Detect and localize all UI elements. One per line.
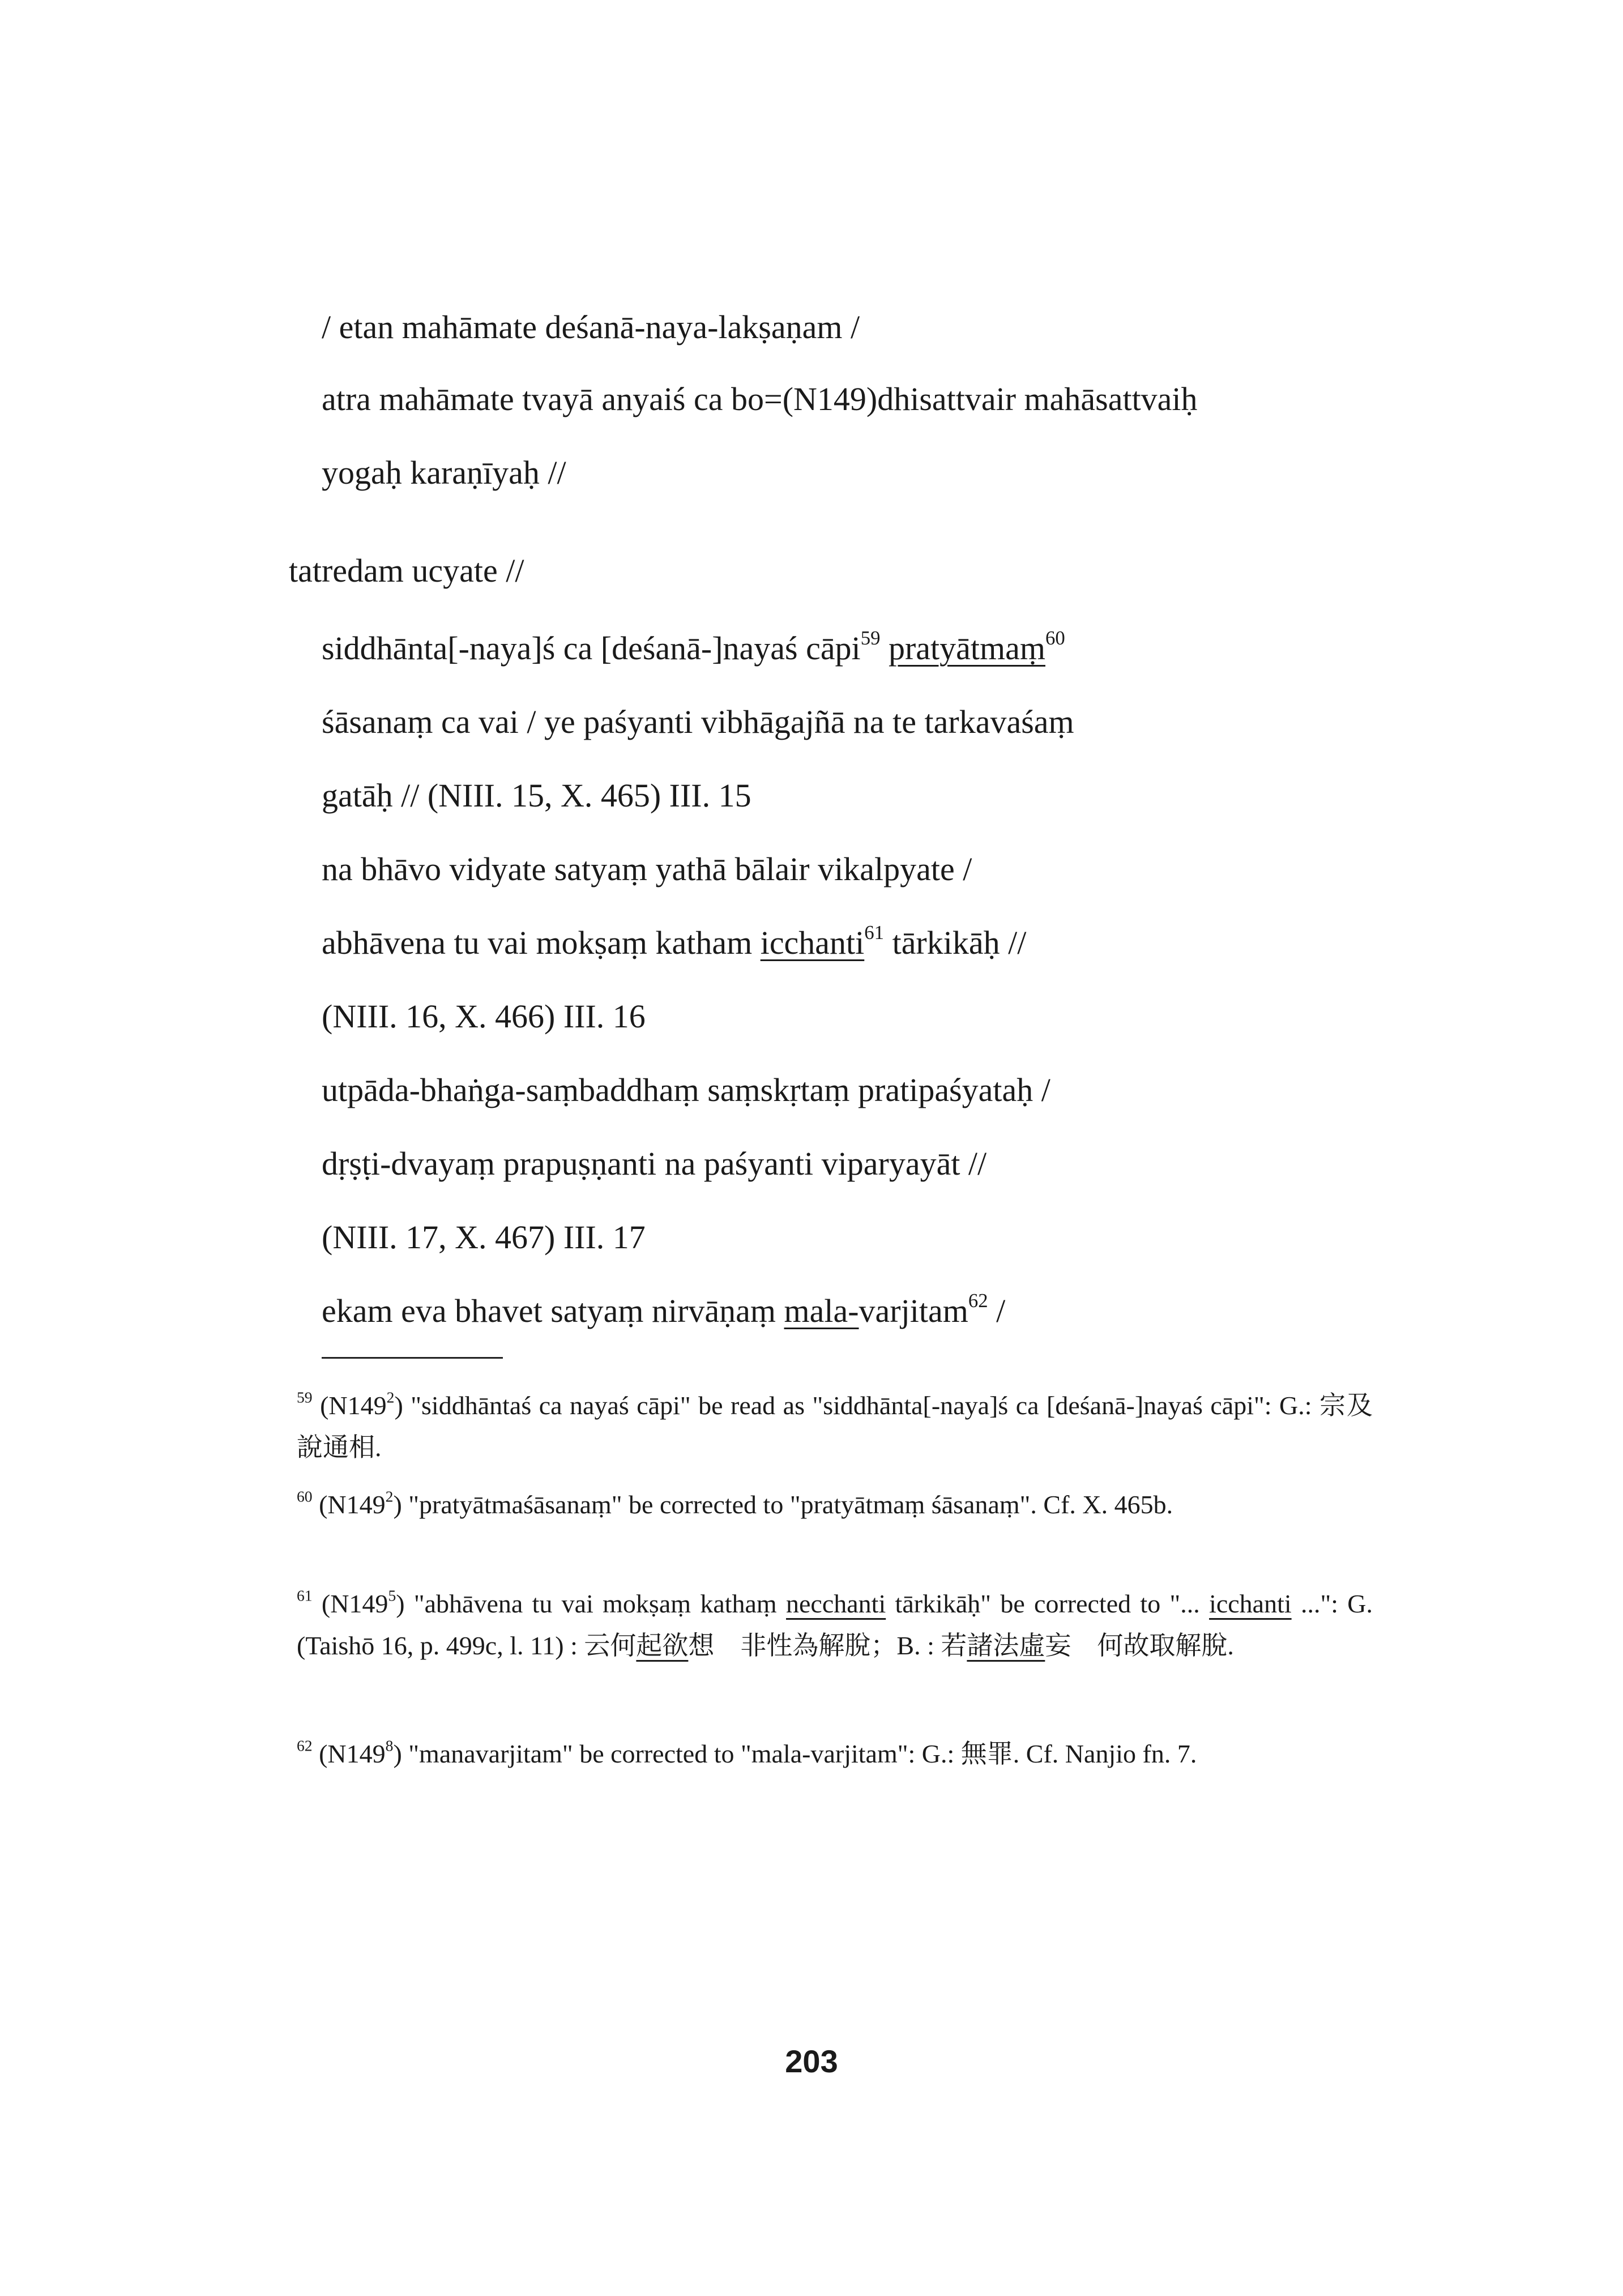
footnote-number: 62 bbox=[297, 1736, 313, 1755]
footnote-text: ) "siddhāntaś ca nayaś cāpi" be read as "siddhānta[-naya]ś ca [deśanā-]nayaś cāpi": G.: 宗及說通相. bbox=[297, 1391, 1373, 1462]
text-line-14 bbox=[322, 1291, 1005, 1331]
underlined-word: 起欲 bbox=[636, 1631, 689, 1660]
footnote-number: 61 bbox=[297, 1586, 313, 1604]
footnote-superscript: 2 bbox=[385, 1487, 394, 1505]
footnote-text: (N149 bbox=[320, 1391, 387, 1420]
text-line-3: yogaḥ karaṇīyaḥ // bbox=[322, 454, 566, 491]
text-line-12: dṛṣṭi-dvayaṃ prapuṣṇanti na paśyanti viparyayāt // bbox=[322, 1145, 987, 1182]
line9-post: tārkikāḥ // bbox=[892, 924, 1027, 961]
footnote-ref-59: 59 bbox=[860, 626, 881, 649]
footnote-59 bbox=[297, 1385, 1373, 1469]
footnote-superscript: 2 bbox=[386, 1388, 395, 1406]
footnote-ref-61: 61 bbox=[864, 921, 885, 944]
line14-post: varjitam bbox=[859, 1292, 968, 1329]
footnote-ref-62: 62 bbox=[968, 1289, 988, 1312]
text-line-9 bbox=[322, 923, 1026, 963]
underlined-word: icchanti bbox=[760, 924, 865, 961]
text-line-13: (NIII. 17, X. 467) III. 17 bbox=[322, 1219, 646, 1256]
footnote-superscript: 5 bbox=[388, 1586, 396, 1604]
underlined-word: 諸法虛 bbox=[967, 1631, 1045, 1660]
footnote-number: 60 bbox=[297, 1487, 313, 1505]
footnote-text: ) "manavarjitam" be corrected to "mala-varjitam": G.: 無罪. Cf. Nanjio fn. 7. bbox=[393, 1739, 1197, 1768]
footnote-text: (N149 bbox=[321, 1589, 388, 1618]
underlined-word: icchanti bbox=[1209, 1589, 1292, 1618]
footnote-text: tārkikāḥ" be corrected to "... bbox=[895, 1589, 1200, 1618]
line5-pre: siddhānta[-naya]ś ca [deśanā-]nayaś cāpi bbox=[322, 630, 861, 667]
footnote-text: ) "abhāvena tu vai mokṣaṃ kathaṃ bbox=[396, 1589, 777, 1618]
footnote-ref-60: 60 bbox=[1045, 626, 1065, 649]
text-line-6: śāsanaṃ ca vai / ye paśyanti vibhāgajñā na te tarkavaśaṃ bbox=[322, 703, 1074, 740]
underlined-word: pratyātmaṃ bbox=[888, 630, 1045, 667]
text-line-7: gatāḥ // (NIII. 15, X. 465) III. 15 bbox=[322, 777, 751, 814]
footnote-61 bbox=[297, 1583, 1373, 1667]
text-line-1: / etan mahāmate deśanā-naya-lakṣaṇam / bbox=[322, 309, 860, 345]
footnote-text: ...": G. (Taishō 16, p. 499c, l. 11) : 云何 bbox=[297, 1589, 1373, 1660]
footnote-superscript: 8 bbox=[385, 1736, 394, 1755]
footnote-text: 想 非性為解脫；B. : 若 bbox=[688, 1631, 967, 1660]
line14-tail: / bbox=[988, 1292, 1006, 1329]
footnote-text: ) "pratyātmaśāsanaṃ" be corrected to "pratyātmaṃ śāsanaṃ". Cf. X. 465b. bbox=[393, 1490, 1173, 1519]
line14-pre: ekam eva bhavet satyaṃ nirvāṇaṃ bbox=[322, 1292, 776, 1329]
footnote-separator bbox=[322, 1357, 503, 1359]
text-line-10: (NIII. 16, X. 466) III. 16 bbox=[322, 998, 646, 1035]
page-number: 203 bbox=[785, 2043, 838, 2079]
underlined-word: mala- bbox=[784, 1292, 859, 1329]
text-line-4: tatredam ucyate // bbox=[289, 552, 524, 589]
underlined-word: necchanti bbox=[786, 1589, 886, 1618]
footnote-62 bbox=[297, 1733, 1373, 1775]
text-line-8: na bhāvo vidyate satyaṃ yathā bālair vikalpyate / bbox=[322, 851, 972, 887]
footnote-number: 59 bbox=[297, 1388, 313, 1406]
text-line-11: utpāda-bhaṅga-saṃbaddhaṃ saṃskṛtaṃ pratipaśyataḥ / bbox=[322, 1072, 1050, 1108]
text-line-2: atra mahāmate tvayā anyaiś ca bo=(N149)dhisattvair mahāsattvaiḥ bbox=[322, 381, 1198, 417]
line9-pre: abhāvena tu vai mokṣaṃ katham bbox=[322, 924, 753, 961]
footnote-text: (N149 bbox=[319, 1490, 386, 1519]
footnote-text: (N149 bbox=[319, 1739, 386, 1768]
text-line-5 bbox=[322, 626, 1065, 668]
footnote-60 bbox=[297, 1484, 1373, 1526]
footnote-text: 妄 何故取解脫. bbox=[1045, 1631, 1234, 1660]
